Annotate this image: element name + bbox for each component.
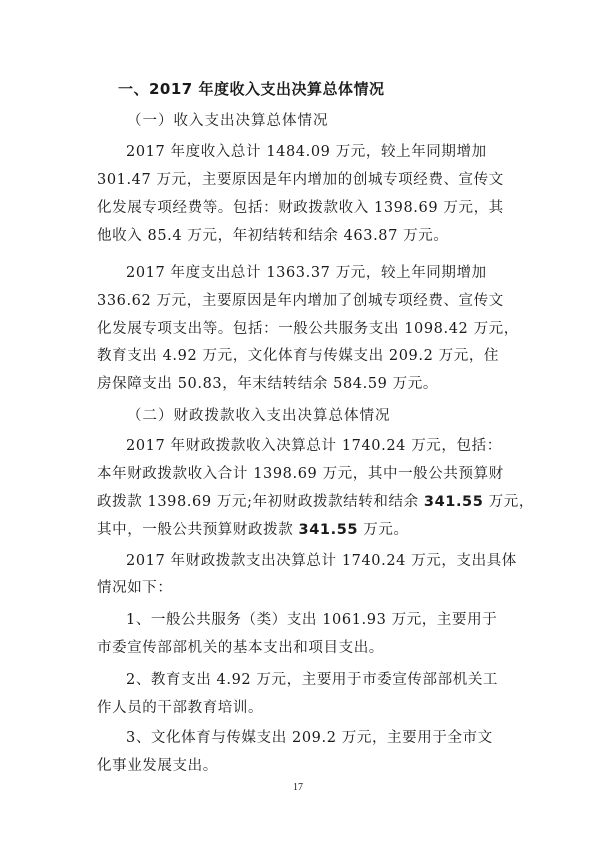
section-2-title: （二）财政拨款收入支出决算总体情况 (127, 408, 391, 424)
carryover-amount: 341.55 (423, 494, 484, 510)
section-1-para-2-line-5: 房保障支出 50.83，年末结转结余 584.59 万元。 (97, 376, 438, 392)
section-2-para-1-line-3 (97, 490, 534, 511)
section-1-para-1-line-2: 301.47 万元，主要原因是年内增加的创城专项经费、宣传文 (97, 172, 504, 188)
section-1-para-1-line-4: 他收入 85.4 万元，年初结转和结余 463.87 万元。 (97, 228, 449, 244)
line-text: 万元， (483, 494, 534, 510)
section-1-para-2-line-1: 2017 年度支出总计 1363.37 万元，较上年同期增加 (126, 265, 487, 281)
section-1-para-2-line-2: 336.62 万元，主要原因是年内增加了创城专项经费、宣传文 (97, 293, 504, 309)
main-heading: 一、2017 年度收入支出决算总体情况 (118, 80, 385, 98)
item-1-line-1: 1、一般公共服务（类）支出 1061.93 万元，主要用于 (126, 612, 498, 628)
section-1-title: （一）收入支出决算总体情况 (127, 113, 329, 129)
section-1-para-1-line-1: 2017 年度收入总计 1484.09 万元，较上年同期增加 (126, 144, 487, 160)
item-2-line-1: 2、教育支出 4.92 万元，主要用于市委宣传部部机关工 (126, 672, 499, 688)
item-3-line-1: 3、文化体育与传媒支出 209.2 万元，主要用于全市文 (126, 730, 493, 746)
section-2-para-1-line-2: 本年财政拨款收入合计 1398.69 万元，其中一般公共预算财 (97, 466, 504, 482)
line-text: 万元。 (358, 522, 409, 538)
section-1-para-1-line-3: 化发展专项经费等。包括：财政拨款收入 1398.69 万元，其 (97, 200, 504, 216)
section-2-para-2-line-2: 情况如下： (97, 580, 173, 596)
section-1-para-2-line-3: 化发展专项支出等。包括：一般公共服务支出 1098.42 万元， (97, 321, 519, 337)
item-1-line-2: 市委宣传部部机关的基本支出和项目支出。 (97, 640, 384, 656)
section-2-para-1-line-1: 2017 年财政拨款收入决算总计 1740.24 万元，包括： (126, 438, 502, 454)
section-2-para-2-line-1: 2017 年财政拨款支出决算总计 1740.24 万元，支出具体 (126, 553, 517, 569)
page-number: 17 (293, 782, 303, 793)
item-2-line-2: 作人员的干部教育培训。 (97, 700, 264, 716)
item-3-line-2: 化事业发展支出。 (97, 758, 218, 774)
section-2-para-1-line-4 (97, 518, 409, 539)
line-text: 其中，一般公共预算财政拨款 (97, 522, 299, 538)
section-1-para-2-line-4: 教育支出 4.92 万元，文化体育与传媒支出 209.2 万元，住 (97, 348, 500, 364)
budget-amount: 341.55 (298, 522, 359, 538)
line-text: 政拨款 1398.69 万元;年初财政拨款结转和结余 (97, 494, 424, 510)
